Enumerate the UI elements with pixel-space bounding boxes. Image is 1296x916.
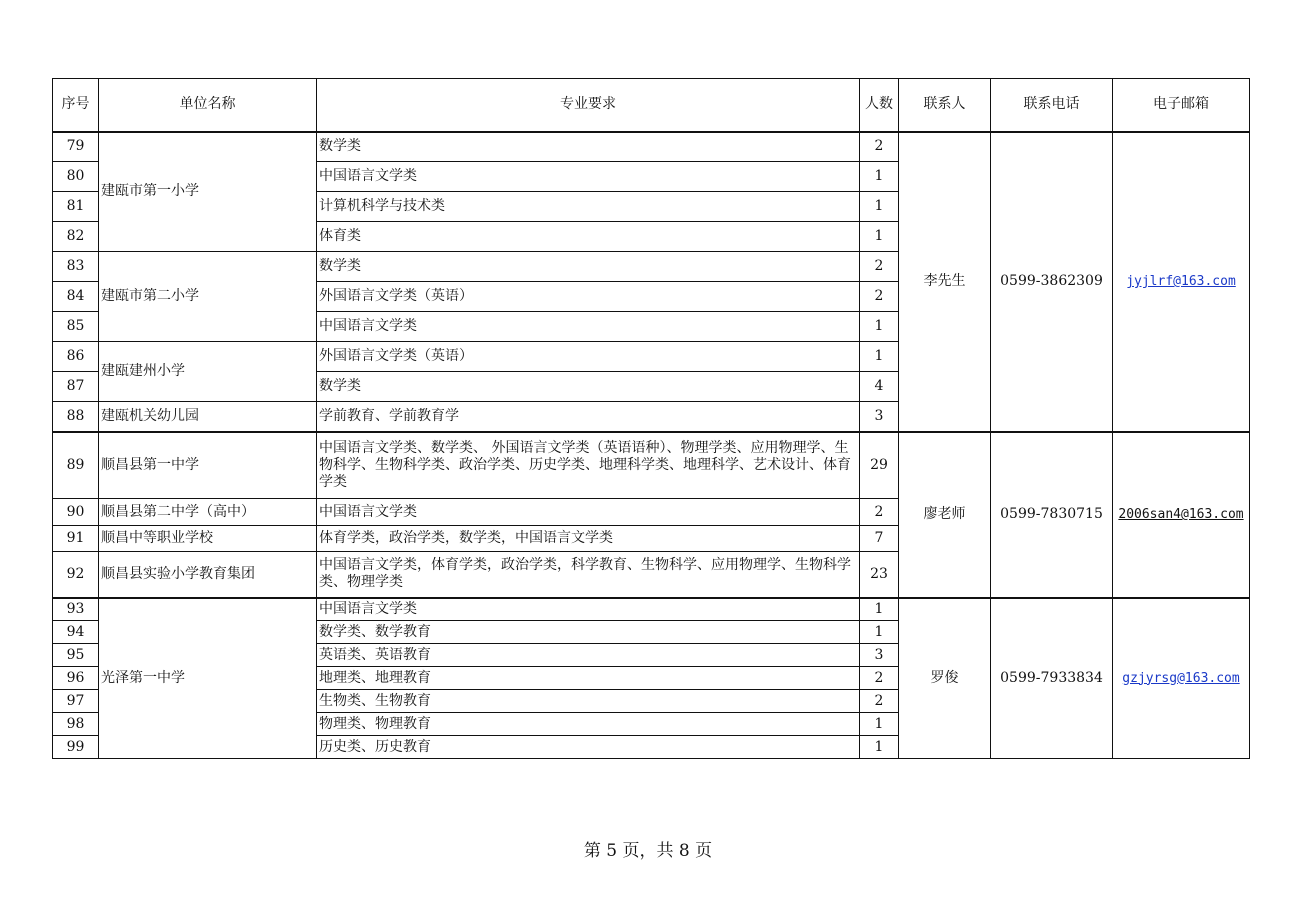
row-count: 29	[860, 432, 899, 499]
row-seq: 80	[53, 162, 99, 192]
header-seq: 序号	[53, 79, 99, 132]
row-count: 2	[860, 282, 899, 312]
row-seq: 92	[53, 552, 99, 598]
row-spec: 外国语言文学类（英语）	[317, 342, 860, 372]
contact-phone: 0599-3862309	[991, 132, 1113, 432]
row-seq: 86	[53, 342, 99, 372]
unit-name: 建瓯市第一小学	[99, 132, 317, 252]
contact-email-link[interactable]: 2006san4@163.com	[1118, 507, 1244, 522]
row-count: 1	[860, 736, 899, 759]
row-seq: 84	[53, 282, 99, 312]
row-spec: 数学类、数学教育	[317, 621, 860, 644]
unit-name: 建瓯市第二小学	[99, 252, 317, 342]
unit-name: 光泽第一中学	[99, 598, 317, 759]
row-count: 4	[860, 372, 899, 402]
unit-name: 顺昌县第二中学（高中）	[99, 499, 317, 526]
table-row	[53, 132, 1250, 162]
row-count: 1	[860, 713, 899, 736]
row-spec: 中国语言文学类	[317, 162, 860, 192]
row-spec: 历史类、历史教育	[317, 736, 860, 759]
row-count: 2	[860, 132, 899, 162]
row-count: 3	[860, 402, 899, 432]
row-seq: 88	[53, 402, 99, 432]
page-footer: 第 5 页，共 8 页	[583, 841, 713, 861]
header-contact: 联系人	[899, 79, 991, 132]
contact-phone: 0599-7830715	[991, 432, 1113, 598]
row-spec: 外国语言文学类（英语）	[317, 282, 860, 312]
row-spec: 体育类	[317, 222, 860, 252]
row-spec: 数学类	[317, 132, 860, 162]
row-seq: 99	[53, 736, 99, 759]
row-spec: 体育学类，政治学类，数学类，中国语言文学类	[317, 526, 860, 552]
row-seq: 97	[53, 690, 99, 713]
row-count: 1	[860, 621, 899, 644]
row-spec: 中国语言文学类、数学类、 外国语言文学类（英语语种）、物理学类、应用物理学、生物科学、生物科学类、政治学类、历史学类、地理科学类、地理科学、艺术设计、体育学类	[317, 432, 860, 499]
header-phone: 联系电话	[991, 79, 1113, 132]
row-count: 1	[860, 162, 899, 192]
row-seq: 98	[53, 713, 99, 736]
row-seq: 87	[53, 372, 99, 402]
row-count: 1	[860, 342, 899, 372]
table-row	[53, 598, 1250, 621]
contact-name: 罗俊	[899, 598, 991, 759]
row-count: 1	[860, 192, 899, 222]
row-spec: 中国语言文学类，体育学类，政治学类，科学教育、生物科学、应用物理学、生物科学类、物理学类	[317, 552, 860, 598]
row-count: 7	[860, 526, 899, 552]
contact-name: 廖老师	[899, 432, 991, 598]
header-count: 人数	[860, 79, 899, 132]
header-unit: 单位名称	[99, 79, 317, 132]
row-seq: 91	[53, 526, 99, 552]
contact-email-link[interactable]: gzjyrsg@163.com	[1122, 670, 1240, 686]
row-count: 2	[860, 499, 899, 526]
header-spec: 专业要求	[317, 79, 860, 132]
row-count: 2	[860, 667, 899, 690]
contact-phone: 0599-7933834	[991, 598, 1113, 759]
recruitment-table	[52, 78, 1250, 759]
row-seq: 83	[53, 252, 99, 282]
row-count: 2	[860, 690, 899, 713]
row-count: 1	[860, 312, 899, 342]
row-seq: 90	[53, 499, 99, 526]
header-email: 电子邮箱	[1113, 79, 1250, 132]
header-row	[53, 79, 1250, 132]
row-count: 1	[860, 598, 899, 621]
row-seq: 89	[53, 432, 99, 499]
contact-email-cell	[1113, 132, 1250, 432]
row-spec: 中国语言文学类	[317, 499, 860, 526]
row-seq: 95	[53, 644, 99, 667]
contact-name: 李先生	[899, 132, 991, 432]
row-spec: 地理类、地理教育	[317, 667, 860, 690]
row-spec: 学前教育、学前教育学	[317, 402, 860, 432]
contact-email-cell	[1113, 432, 1250, 598]
row-seq: 93	[53, 598, 99, 621]
row-seq: 79	[53, 132, 99, 162]
table-row	[53, 432, 1250, 499]
unit-name: 顺昌县实验小学教育集团	[99, 552, 317, 598]
row-spec: 计算机科学与技术类	[317, 192, 860, 222]
row-spec: 生物类、生物教育	[317, 690, 860, 713]
unit-name: 顺昌中等职业学校	[99, 526, 317, 552]
row-seq: 85	[53, 312, 99, 342]
contact-email-link[interactable]: jyjlrf@163.com	[1126, 274, 1236, 289]
row-seq: 96	[53, 667, 99, 690]
row-seq: 81	[53, 192, 99, 222]
row-spec: 物理类、物理教育	[317, 713, 860, 736]
row-spec: 英语类、英语教育	[317, 644, 860, 667]
row-spec: 数学类	[317, 372, 860, 402]
row-spec: 中国语言文学类	[317, 312, 860, 342]
row-seq: 94	[53, 621, 99, 644]
contact-email-cell	[1113, 598, 1250, 759]
row-count: 1	[860, 222, 899, 252]
row-count: 23	[860, 552, 899, 598]
row-spec: 中国语言文学类	[317, 598, 860, 621]
row-seq: 82	[53, 222, 99, 252]
unit-name: 顺昌县第一中学	[99, 432, 317, 499]
row-count: 2	[860, 252, 899, 282]
unit-name: 建瓯建州小学	[99, 342, 317, 402]
unit-name: 建瓯机关幼儿园	[99, 402, 317, 432]
row-spec: 数学类	[317, 252, 860, 282]
row-count: 3	[860, 644, 899, 667]
